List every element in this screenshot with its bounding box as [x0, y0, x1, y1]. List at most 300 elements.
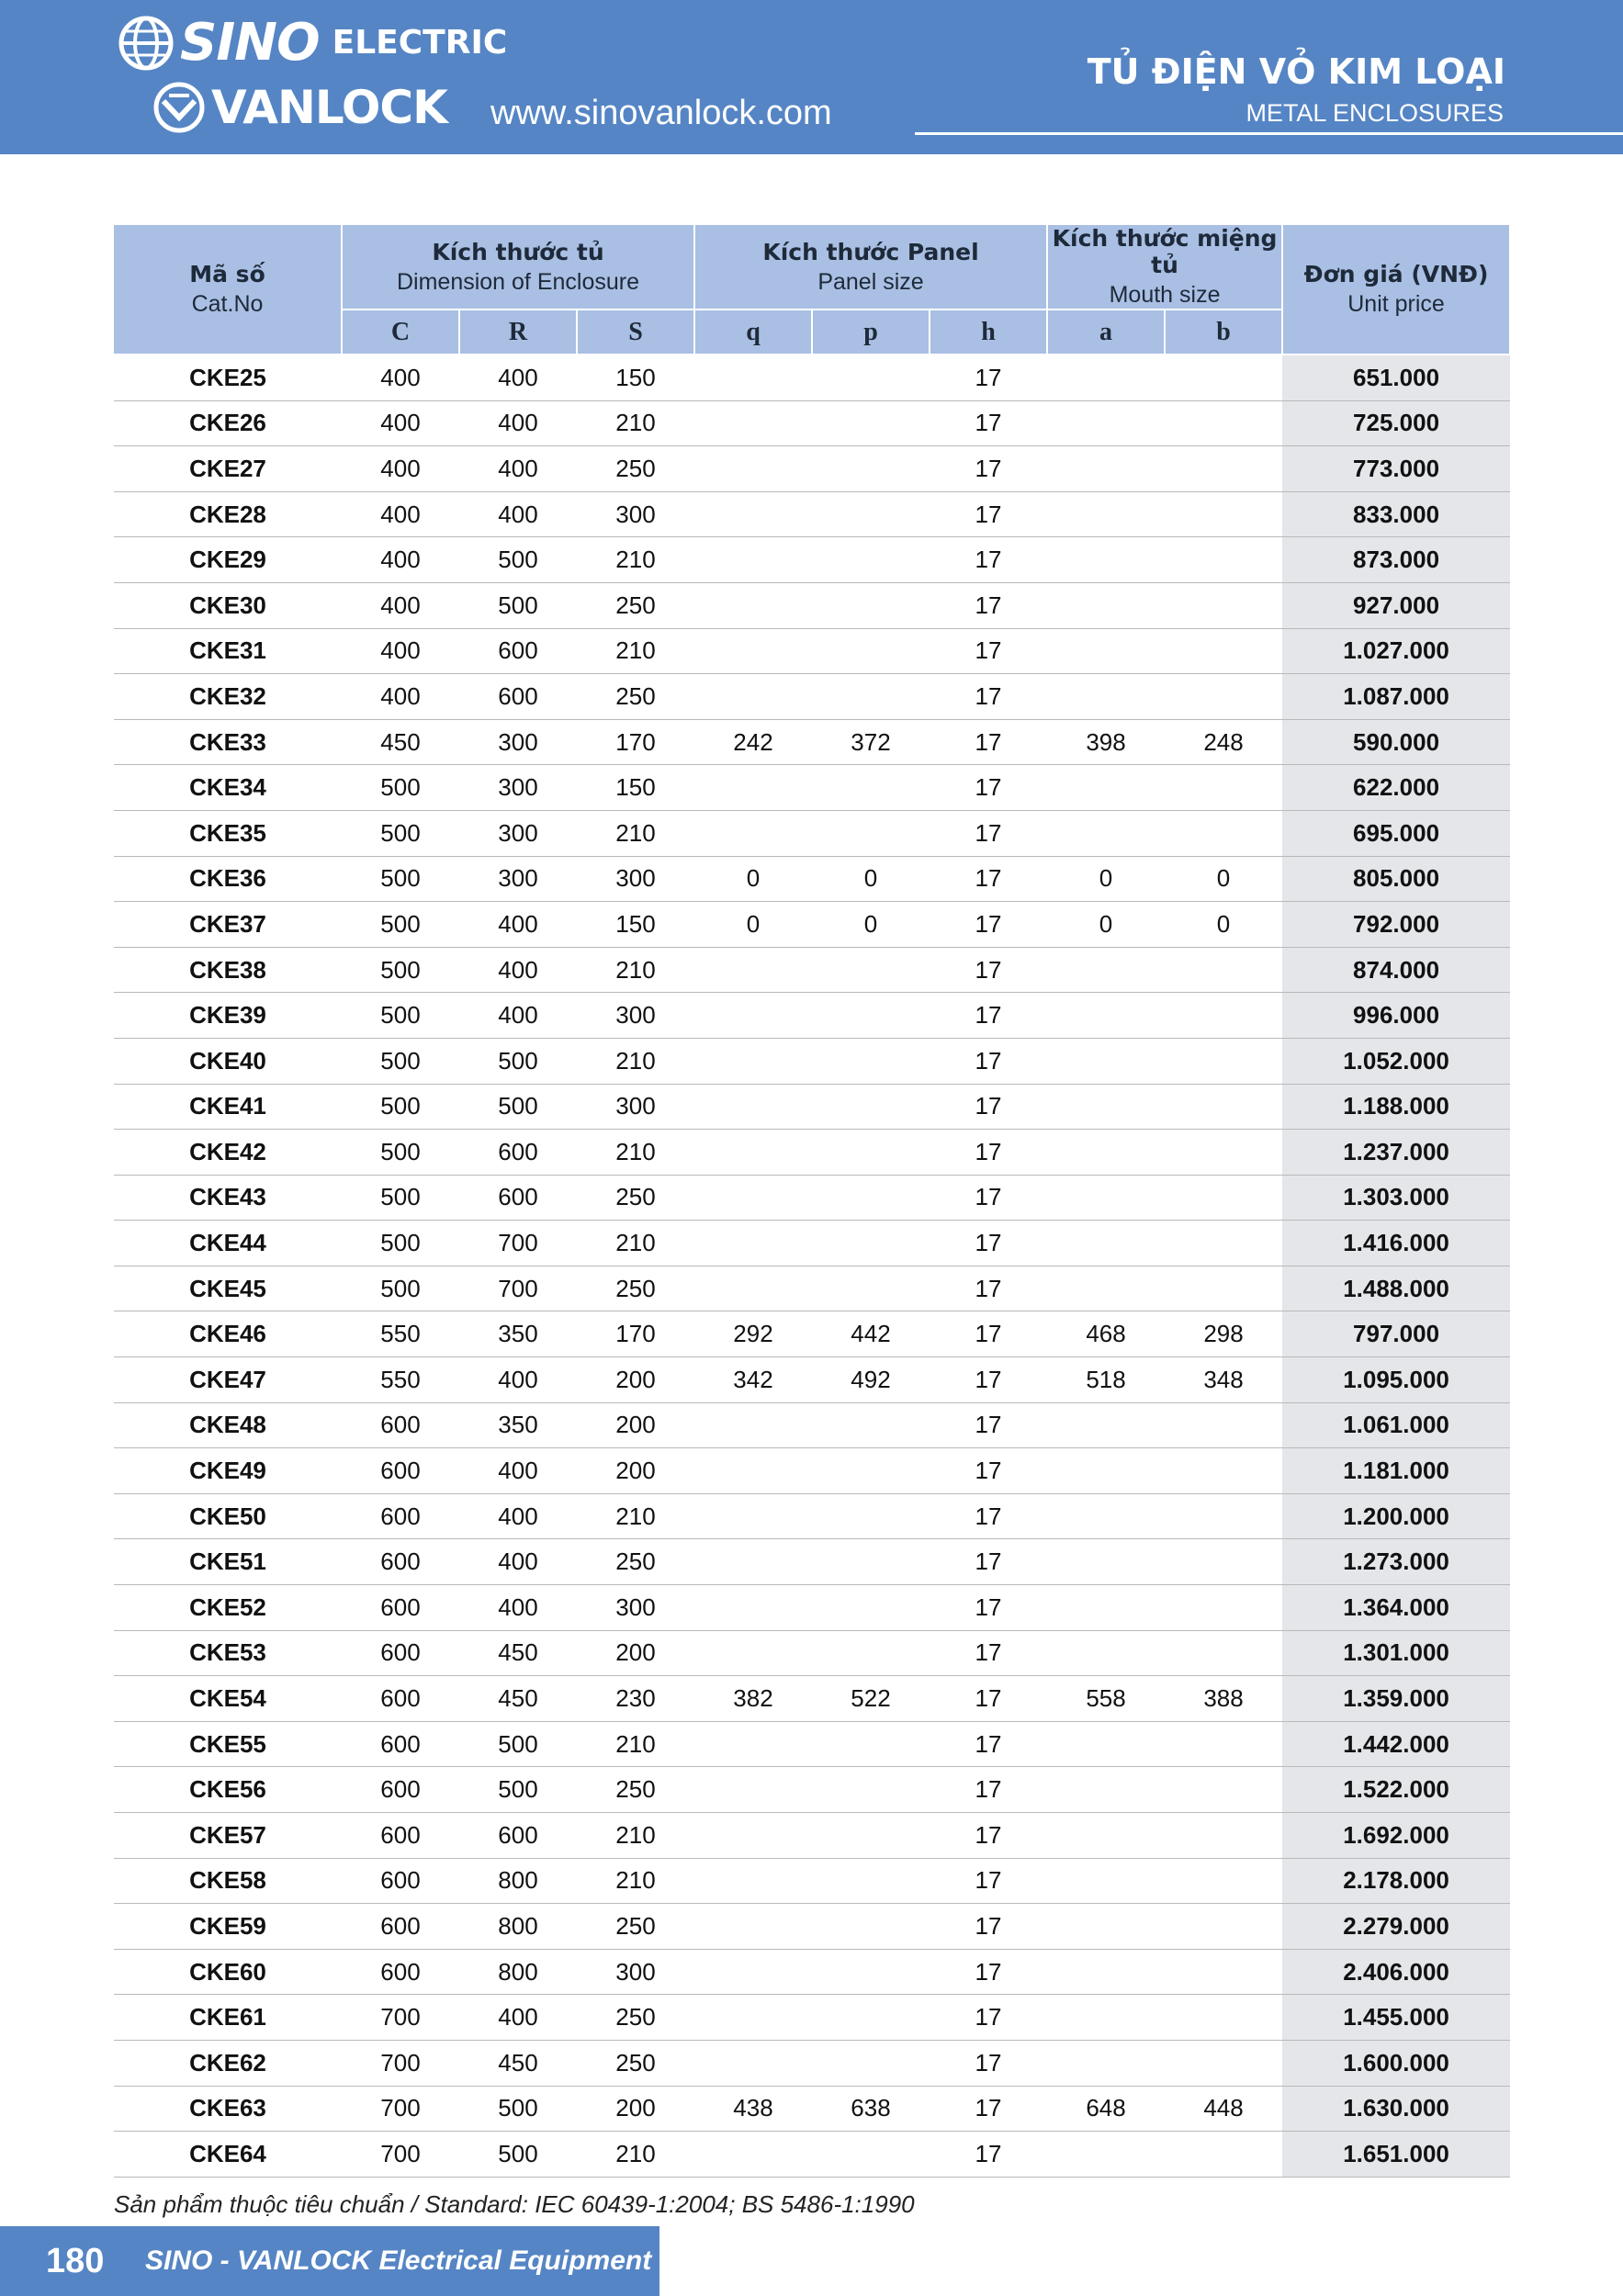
- cell-s: 210: [577, 947, 694, 993]
- cell-q: [694, 1493, 812, 1539]
- cell-h: 17: [930, 446, 1047, 492]
- cell-q: [694, 1539, 812, 1585]
- subheader-a: a: [1047, 310, 1165, 355]
- cell-cat: CKE59: [114, 1904, 342, 1950]
- cell-b: [1165, 491, 1282, 537]
- cell-h: 17: [930, 1721, 1047, 1767]
- cell-p: [812, 628, 930, 674]
- cell-r: 500: [459, 1038, 577, 1084]
- table-row: [114, 628, 1510, 674]
- cell-price: 1.416.000: [1282, 1221, 1510, 1266]
- cell-a: [1047, 1858, 1165, 1904]
- cell-r: 350: [459, 1311, 577, 1357]
- cell-h: 17: [930, 582, 1047, 628]
- cell-s: 250: [577, 446, 694, 492]
- header-unit-price: Đơn giá (VNĐ) Unit price: [1282, 225, 1510, 355]
- cell-a: [1047, 1402, 1165, 1448]
- cell-price: 927.000: [1282, 582, 1510, 628]
- cell-h: 17: [930, 810, 1047, 856]
- cell-cat: CKE64: [114, 2132, 342, 2178]
- cell-p: [812, 1175, 930, 1221]
- cell-a: [1047, 582, 1165, 628]
- cell-h: 17: [930, 1813, 1047, 1859]
- cell-a: 648: [1047, 2086, 1165, 2132]
- cell-h: 17: [930, 491, 1047, 537]
- cell-r: 350: [459, 1402, 577, 1448]
- cell-s: 210: [577, 1493, 694, 1539]
- cell-h: 17: [930, 537, 1047, 583]
- cell-c: 600: [342, 1630, 459, 1676]
- cell-a: [1047, 628, 1165, 674]
- page-number: 180: [46, 2241, 105, 2280]
- cell-c: 550: [342, 1311, 459, 1357]
- cell-a: [1047, 1767, 1165, 1813]
- cell-c: 600: [342, 1949, 459, 1995]
- cell-a: [1047, 400, 1165, 446]
- cell-cat: CKE60: [114, 1949, 342, 1995]
- cell-r: 500: [459, 2132, 577, 2178]
- cell-q: [694, 400, 812, 446]
- cell-c: 600: [342, 1721, 459, 1767]
- cell-s: 250: [577, 674, 694, 720]
- cell-a: [1047, 993, 1165, 1039]
- cell-b: [1165, 446, 1282, 492]
- cell-b: 448: [1165, 2086, 1282, 2132]
- cell-c: 500: [342, 1266, 459, 1311]
- cell-cat: CKE52: [114, 1585, 342, 1631]
- cell-p: 442: [812, 1311, 930, 1357]
- cell-r: 800: [459, 1858, 577, 1904]
- cell-c: 500: [342, 765, 459, 811]
- cell-s: 250: [577, 1904, 694, 1950]
- cell-q: 382: [694, 1676, 812, 1722]
- cell-c: 700: [342, 2132, 459, 2178]
- cell-price: 1.087.000: [1282, 674, 1510, 720]
- table-row: [114, 1448, 1510, 1494]
- cell-p: [812, 1813, 930, 1859]
- cell-s: 170: [577, 719, 694, 765]
- cell-p: [812, 1767, 930, 1813]
- cell-h: 17: [930, 1676, 1047, 1722]
- cell-s: 210: [577, 400, 694, 446]
- table-row: [114, 1721, 1510, 1767]
- brand-vanlock: VANLOCK: [211, 81, 447, 134]
- cell-price: 590.000: [1282, 719, 1510, 765]
- cell-price: 622.000: [1282, 765, 1510, 811]
- cell-b: [1165, 1767, 1282, 1813]
- page-header: [0, 0, 1623, 154]
- cell-s: 210: [577, 1813, 694, 1859]
- cell-p: 492: [812, 1357, 930, 1403]
- cell-b: [1165, 1493, 1282, 1539]
- cell-q: [694, 765, 812, 811]
- cell-h: 17: [930, 355, 1047, 400]
- footer-text: SINO - VANLOCK Electrical Equipment: [145, 2245, 652, 2276]
- subheader-p: p: [812, 310, 930, 355]
- cell-h: 17: [930, 856, 1047, 902]
- cell-c: 600: [342, 1904, 459, 1950]
- cell-c: 500: [342, 1130, 459, 1176]
- header-cat-no: Mã số Cat.No: [114, 225, 342, 355]
- cell-r: 300: [459, 856, 577, 902]
- cell-q: [694, 446, 812, 492]
- cell-c: 600: [342, 1676, 459, 1722]
- cell-p: [812, 674, 930, 720]
- cell-r: 600: [459, 1175, 577, 1221]
- table-row: [114, 446, 1510, 492]
- cell-c: 400: [342, 446, 459, 492]
- cell-c: 500: [342, 1084, 459, 1130]
- table-row: [114, 719, 1510, 765]
- subheader-s: S: [577, 310, 694, 355]
- cell-b: [1165, 1084, 1282, 1130]
- cell-cat: CKE61: [114, 1995, 342, 2041]
- cell-h: 17: [930, 719, 1047, 765]
- cell-cat: CKE51: [114, 1539, 342, 1585]
- cell-b: 348: [1165, 1357, 1282, 1403]
- cell-b: [1165, 947, 1282, 993]
- cell-cat: CKE39: [114, 993, 342, 1039]
- cell-s: 250: [577, 1767, 694, 1813]
- cell-b: [1165, 1904, 1282, 1950]
- cell-c: 400: [342, 628, 459, 674]
- subheader-h: h: [930, 310, 1047, 355]
- cell-r: 800: [459, 1904, 577, 1950]
- cell-cat: CKE42: [114, 1130, 342, 1176]
- cell-price: 1.455.000: [1282, 1995, 1510, 2041]
- cell-a: [1047, 446, 1165, 492]
- table-body: [114, 355, 1510, 2177]
- table-row: [114, 2040, 1510, 2086]
- cell-b: [1165, 1858, 1282, 1904]
- cell-q: [694, 1813, 812, 1859]
- cell-r: 700: [459, 1266, 577, 1311]
- cell-h: 17: [930, 1084, 1047, 1130]
- cell-s: 300: [577, 1949, 694, 1995]
- website-link[interactable]: www.sinovanlock.com: [490, 94, 832, 132]
- cell-b: 298: [1165, 1311, 1282, 1357]
- cell-a: [1047, 1904, 1165, 1950]
- cell-c: 600: [342, 1858, 459, 1904]
- cell-a: [1047, 2132, 1165, 2178]
- cell-cat: CKE31: [114, 628, 342, 674]
- cell-price: 1.061.000: [1282, 1402, 1510, 1448]
- cell-cat: CKE49: [114, 1448, 342, 1494]
- cell-cat: CKE56: [114, 1767, 342, 1813]
- cell-s: 200: [577, 1357, 694, 1403]
- cell-q: [694, 1721, 812, 1767]
- cell-a: [1047, 765, 1165, 811]
- cell-p: [812, 582, 930, 628]
- table-row: [114, 582, 1510, 628]
- cell-r: 500: [459, 537, 577, 583]
- cell-c: 400: [342, 582, 459, 628]
- cell-r: 400: [459, 1357, 577, 1403]
- sino-logo: [118, 13, 507, 73]
- cell-cat: CKE27: [114, 446, 342, 492]
- cell-cat: CKE50: [114, 1493, 342, 1539]
- cell-p: [812, 1585, 930, 1631]
- cell-price: 805.000: [1282, 856, 1510, 902]
- cell-q: [694, 355, 812, 400]
- cell-cat: CKE40: [114, 1038, 342, 1084]
- table-row: [114, 1493, 1510, 1539]
- cell-c: 700: [342, 2040, 459, 2086]
- cell-s: 300: [577, 993, 694, 1039]
- cell-s: 200: [577, 1402, 694, 1448]
- cell-r: 450: [459, 1630, 577, 1676]
- cell-s: 150: [577, 902, 694, 948]
- cell-r: 500: [459, 1084, 577, 1130]
- cell-h: 17: [930, 1949, 1047, 1995]
- cell-a: [1047, 1038, 1165, 1084]
- cell-price: 797.000: [1282, 1311, 1510, 1357]
- cell-h: 17: [930, 765, 1047, 811]
- table-row: [114, 1767, 1510, 1813]
- cell-cat: CKE25: [114, 355, 342, 400]
- header-panel-size: Kích thước Panel Panel size: [694, 225, 1047, 310]
- cell-b: [1165, 400, 1282, 446]
- cell-b: 0: [1165, 902, 1282, 948]
- cell-h: 17: [930, 674, 1047, 720]
- cell-h: 17: [930, 1266, 1047, 1311]
- cell-price: 695.000: [1282, 810, 1510, 856]
- cell-cat: CKE29: [114, 537, 342, 583]
- cell-s: 300: [577, 856, 694, 902]
- cell-c: 600: [342, 1493, 459, 1539]
- cell-p: [812, 1493, 930, 1539]
- cell-h: 17: [930, 1402, 1047, 1448]
- globe-icon: [118, 15, 175, 72]
- cell-price: 1.052.000: [1282, 1038, 1510, 1084]
- cell-q: [694, 810, 812, 856]
- cell-a: [1047, 810, 1165, 856]
- cell-q: [694, 1858, 812, 1904]
- cell-b: [1165, 674, 1282, 720]
- cell-c: 700: [342, 2086, 459, 2132]
- page-subtitle: METAL ENCLOSURES: [1245, 99, 1504, 127]
- cell-r: 600: [459, 628, 577, 674]
- table-header-row: [114, 225, 1510, 310]
- cell-cat: CKE53: [114, 1630, 342, 1676]
- cell-h: 17: [930, 628, 1047, 674]
- cell-q: [694, 1221, 812, 1266]
- cell-b: [1165, 1130, 1282, 1176]
- table-row: [114, 1130, 1510, 1176]
- cell-p: [812, 2040, 930, 2086]
- cell-a: 0: [1047, 902, 1165, 948]
- vanlock-emblem-icon: [152, 81, 206, 134]
- cell-b: [1165, 1630, 1282, 1676]
- cell-cat: CKE43: [114, 1175, 342, 1221]
- cell-cat: CKE57: [114, 1813, 342, 1859]
- cell-p: [812, 355, 930, 400]
- cell-p: [812, 1402, 930, 1448]
- cell-s: 200: [577, 1448, 694, 1494]
- cell-p: [812, 537, 930, 583]
- cell-c: 600: [342, 1448, 459, 1494]
- cell-b: [1165, 355, 1282, 400]
- table-row: [114, 1630, 1510, 1676]
- table-row: [114, 355, 1510, 400]
- subheader-r: R: [459, 310, 577, 355]
- cell-p: 522: [812, 1676, 930, 1722]
- table-row: [114, 810, 1510, 856]
- cell-a: [1047, 1084, 1165, 1130]
- cell-b: [1165, 1585, 1282, 1631]
- cell-p: [812, 1858, 930, 1904]
- table-row: [114, 1585, 1510, 1631]
- table-row: [114, 400, 1510, 446]
- cell-s: 210: [577, 1221, 694, 1266]
- cell-p: 0: [812, 902, 930, 948]
- price-table-wrapper: [114, 225, 1505, 2178]
- cell-b: 388: [1165, 1676, 1282, 1722]
- cell-q: [694, 947, 812, 993]
- cell-cat: CKE26: [114, 400, 342, 446]
- vanlock-logo: [152, 81, 447, 134]
- cell-cat: CKE46: [114, 1311, 342, 1357]
- cell-b: [1165, 1038, 1282, 1084]
- table-row: [114, 856, 1510, 902]
- cell-price: 1.273.000: [1282, 1539, 1510, 1585]
- table-row: [114, 1676, 1510, 1722]
- page-title: TỦ ĐIỆN VỎ KIM LOẠI: [1087, 51, 1505, 92]
- cell-q: 0: [694, 856, 812, 902]
- cell-s: 210: [577, 1038, 694, 1084]
- cell-p: [812, 947, 930, 993]
- cell-a: 468: [1047, 1311, 1165, 1357]
- cell-a: [1047, 674, 1165, 720]
- cell-cat: CKE58: [114, 1858, 342, 1904]
- cell-b: [1165, 628, 1282, 674]
- cell-c: 500: [342, 810, 459, 856]
- cell-a: 518: [1047, 1357, 1165, 1403]
- cell-b: 0: [1165, 856, 1282, 902]
- cell-b: [1165, 1949, 1282, 1995]
- cell-b: [1165, 1995, 1282, 2041]
- cell-b: [1165, 1448, 1282, 1494]
- cell-a: [1047, 1585, 1165, 1631]
- cell-r: 800: [459, 1949, 577, 1995]
- cell-price: 1.522.000: [1282, 1767, 1510, 1813]
- cell-q: [694, 1448, 812, 1494]
- cell-b: [1165, 2132, 1282, 2178]
- cell-a: [1047, 1175, 1165, 1221]
- cell-r: 400: [459, 1448, 577, 1494]
- table-row: [114, 1266, 1510, 1311]
- cell-p: [812, 810, 930, 856]
- cell-h: 17: [930, 1221, 1047, 1266]
- cell-price: 2.279.000: [1282, 1904, 1510, 1950]
- cell-q: [694, 2040, 812, 2086]
- cell-s: 200: [577, 1630, 694, 1676]
- cell-price: 996.000: [1282, 993, 1510, 1039]
- cell-p: [812, 1949, 930, 1995]
- cell-p: [812, 993, 930, 1039]
- cell-q: [694, 1084, 812, 1130]
- cell-cat: CKE38: [114, 947, 342, 993]
- cell-p: [812, 1448, 930, 1494]
- cell-c: 500: [342, 993, 459, 1039]
- cell-a: [1047, 1721, 1165, 1767]
- cell-c: 400: [342, 355, 459, 400]
- table-row: [114, 1904, 1510, 1950]
- brand-sino: SINO: [180, 13, 320, 73]
- cell-h: 17: [930, 1630, 1047, 1676]
- cell-s: 210: [577, 810, 694, 856]
- cell-b: [1165, 2040, 1282, 2086]
- cell-c: 400: [342, 400, 459, 446]
- cell-h: 17: [930, 1904, 1047, 1950]
- cell-r: 600: [459, 1813, 577, 1859]
- cell-cat: CKE28: [114, 491, 342, 537]
- cell-b: [1165, 1221, 1282, 1266]
- cell-b: [1165, 810, 1282, 856]
- cell-s: 210: [577, 1858, 694, 1904]
- cell-r: 400: [459, 355, 577, 400]
- cell-r: 400: [459, 446, 577, 492]
- cell-a: [1047, 1949, 1165, 1995]
- cell-price: 1.692.000: [1282, 1813, 1510, 1859]
- cell-r: 600: [459, 1130, 577, 1176]
- cell-a: [1047, 1221, 1165, 1266]
- cell-c: 400: [342, 537, 459, 583]
- cell-price: 1.095.000: [1282, 1357, 1510, 1403]
- cell-a: [1047, 1813, 1165, 1859]
- table-row: [114, 1813, 1510, 1859]
- cell-s: 300: [577, 491, 694, 537]
- cell-r: 400: [459, 1539, 577, 1585]
- table-row: [114, 1539, 1510, 1585]
- cell-h: 17: [930, 2086, 1047, 2132]
- cell-p: [812, 446, 930, 492]
- cell-p: [812, 1995, 930, 2041]
- table-row: [114, 1175, 1510, 1221]
- cell-h: 17: [930, 1130, 1047, 1176]
- cell-c: 700: [342, 1995, 459, 2041]
- cell-cat: CKE41: [114, 1084, 342, 1130]
- cell-price: 873.000: [1282, 537, 1510, 583]
- cell-a: [1047, 1493, 1165, 1539]
- cell-q: 292: [694, 1311, 812, 1357]
- cell-cat: CKE62: [114, 2040, 342, 2086]
- cell-r: 400: [459, 947, 577, 993]
- cell-r: 400: [459, 993, 577, 1039]
- cell-r: 700: [459, 1221, 577, 1266]
- cell-r: 300: [459, 765, 577, 811]
- table-row: [114, 902, 1510, 948]
- cell-q: 438: [694, 2086, 812, 2132]
- cell-cat: CKE54: [114, 1676, 342, 1722]
- cell-c: 600: [342, 1402, 459, 1448]
- cell-b: [1165, 1721, 1282, 1767]
- cell-s: 210: [577, 1721, 694, 1767]
- cell-p: [812, 1721, 930, 1767]
- cell-p: 638: [812, 2086, 930, 2132]
- cell-price: 1.600.000: [1282, 2040, 1510, 2086]
- cell-cat: CKE55: [114, 1721, 342, 1767]
- cell-q: 242: [694, 719, 812, 765]
- cell-q: [694, 1904, 812, 1950]
- cell-r: 400: [459, 491, 577, 537]
- cell-price: 1.651.000: [1282, 2132, 1510, 2178]
- cell-s: 200: [577, 2086, 694, 2132]
- cell-c: 400: [342, 674, 459, 720]
- cell-s: 250: [577, 1995, 694, 2041]
- cell-q: [694, 491, 812, 537]
- cell-price: 1.359.000: [1282, 1676, 1510, 1722]
